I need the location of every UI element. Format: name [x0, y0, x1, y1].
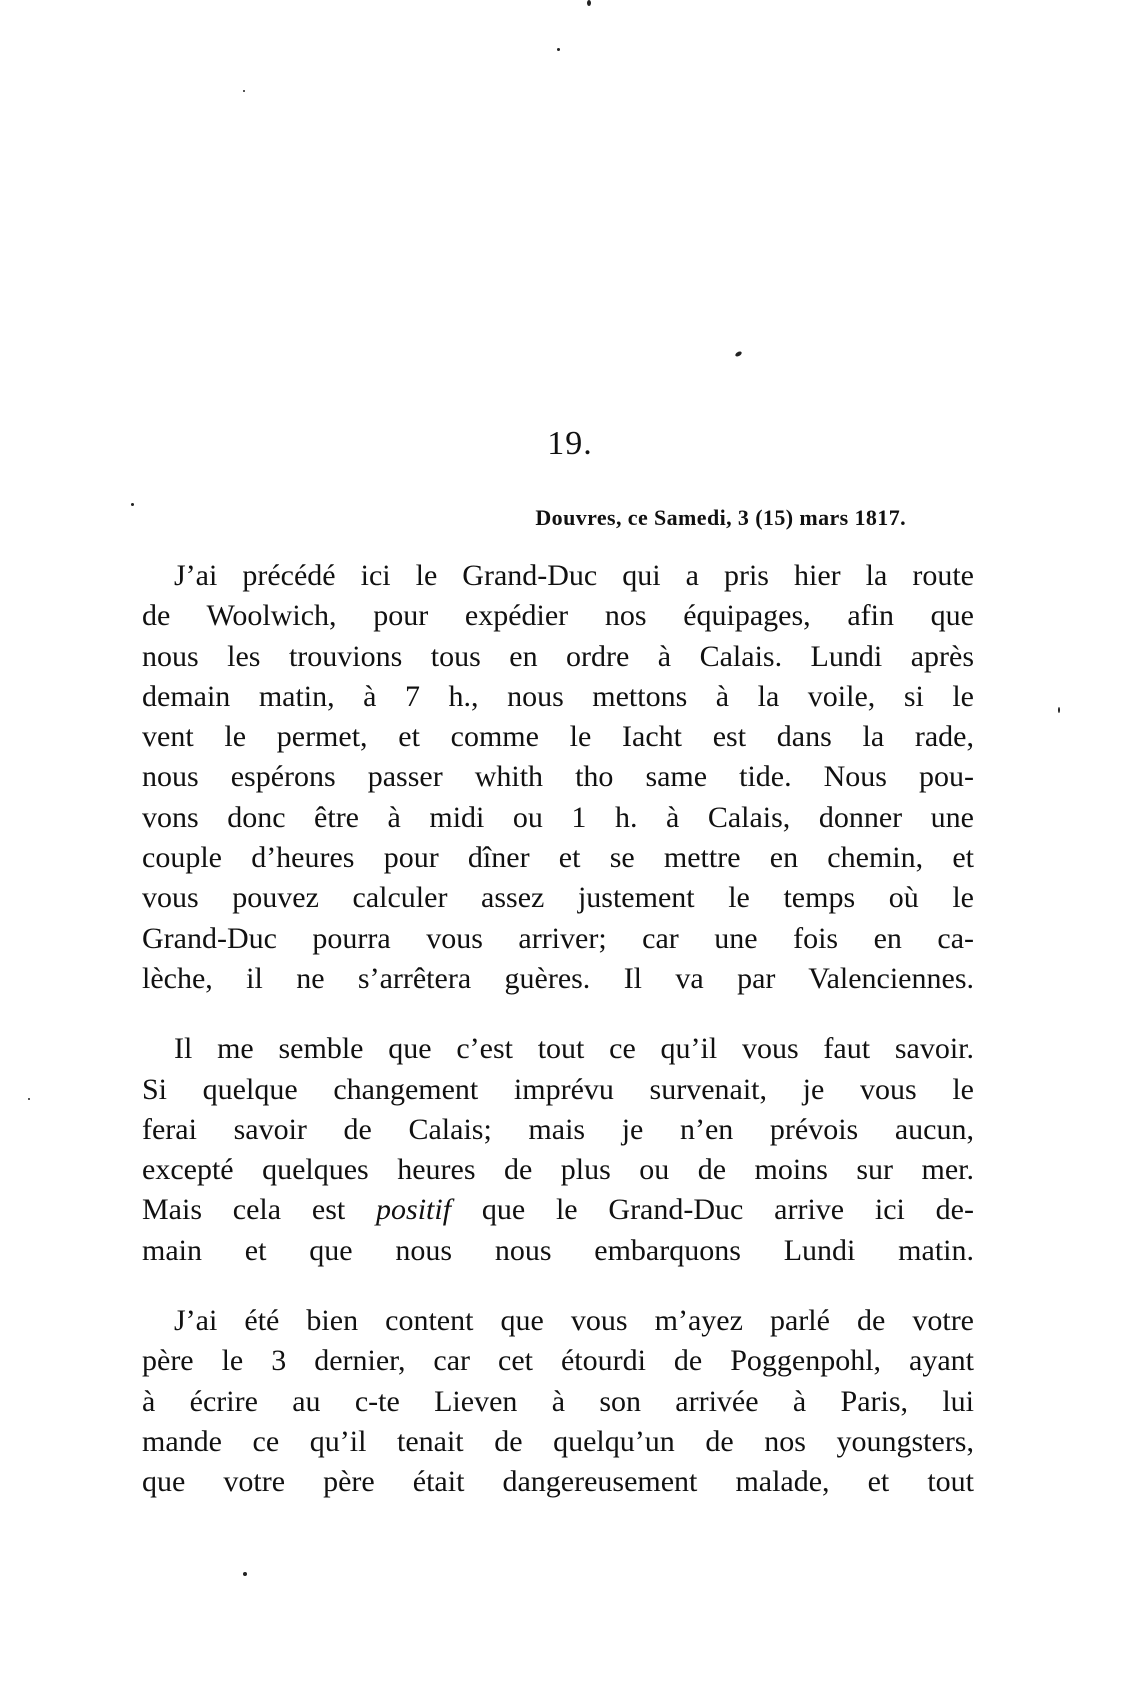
text-line: nous espérons passer whith tho same tide. Nous pou- — [142, 760, 974, 794]
scan-speck — [587, 0, 591, 6]
text-line: excepté quelques heures de plus ou de moins sur mer. — [142, 1153, 974, 1187]
text-line: couple d’heures pour dîner et se mettre en chemin, et — [142, 841, 974, 875]
text-line: que votre père était dangereusement malade, et tout — [142, 1465, 974, 1499]
text-line: J’ai précédé ici le Grand-Duc qui a pris hier la route — [174, 559, 974, 592]
line-text-after: que le Grand-Duc arrive ici de- — [451, 1193, 974, 1227]
italic-word: positif — [376, 1193, 452, 1227]
text-line: mande ce qu’il tenait de quelqu’un de nos youngsters, — [142, 1424, 974, 1458]
scan-speck — [28, 1098, 30, 1100]
paragraph-2 — [142, 1029, 974, 1271]
text-line-with-italic — [142, 1190, 974, 1230]
text-line: Grand-Duc pourra vous arriver; car une fois en ca- — [142, 921, 974, 955]
text-line: vent le permet, et comme le Iacht est dans la rade, — [142, 720, 974, 754]
text-line: ferai savoir de Calais; mais je n’en prévois aucun, — [142, 1112, 974, 1146]
text-line: de Woolwich, pour expédier nos équipages, afin que — [142, 599, 974, 633]
letter-number: 19. — [547, 425, 593, 462]
text-line: vons donc être à midi ou 1 h. à Calais, donner une — [142, 800, 974, 834]
text-line: demain matin, à 7 h., nous mettons à la voile, si le — [142, 679, 974, 713]
scan-speck — [1058, 707, 1060, 713]
text-line: nous les trouvions tous en ordre à Calais. Lundi après — [142, 639, 974, 673]
letter-dateline: Douvres, ce Samedi, 3 (15) mars 1817. — [535, 505, 906, 530]
text-line: Il me semble que c’est tout ce qu’il vous faut savoir. — [174, 1032, 974, 1066]
scan-speck — [243, 90, 245, 92]
text-line: lèche, il ne s’arrêtera guères. Il va par Valenciennes. — [142, 961, 974, 995]
text-line: vous pouvez calculer assez justement le temps où le — [142, 881, 974, 915]
text-line: Si quelque changement imprévu survenait, je vous le — [142, 1072, 974, 1106]
text-line: main et que nous nous embarquons Lundi matin. — [142, 1233, 974, 1267]
paragraph-3 — [142, 1301, 974, 1502]
scan-speck — [557, 48, 560, 51]
text-line: J’ai été bien content que vous m’ayez parlé de votre — [174, 1304, 974, 1338]
scan-speck — [131, 503, 134, 506]
text-line: père le 3 dernier, car cet étourdi de Poggenpohl, ayant — [142, 1344, 974, 1378]
scan-speck — [734, 351, 742, 358]
scan-speck — [243, 1572, 247, 1576]
paragraph-1 — [142, 556, 974, 999]
text-line: à écrire au c-te Lieven à son arrivée à Paris, lui — [142, 1384, 974, 1418]
letter-body — [142, 556, 974, 1533]
line-text-before: Mais cela est — [142, 1193, 377, 1227]
